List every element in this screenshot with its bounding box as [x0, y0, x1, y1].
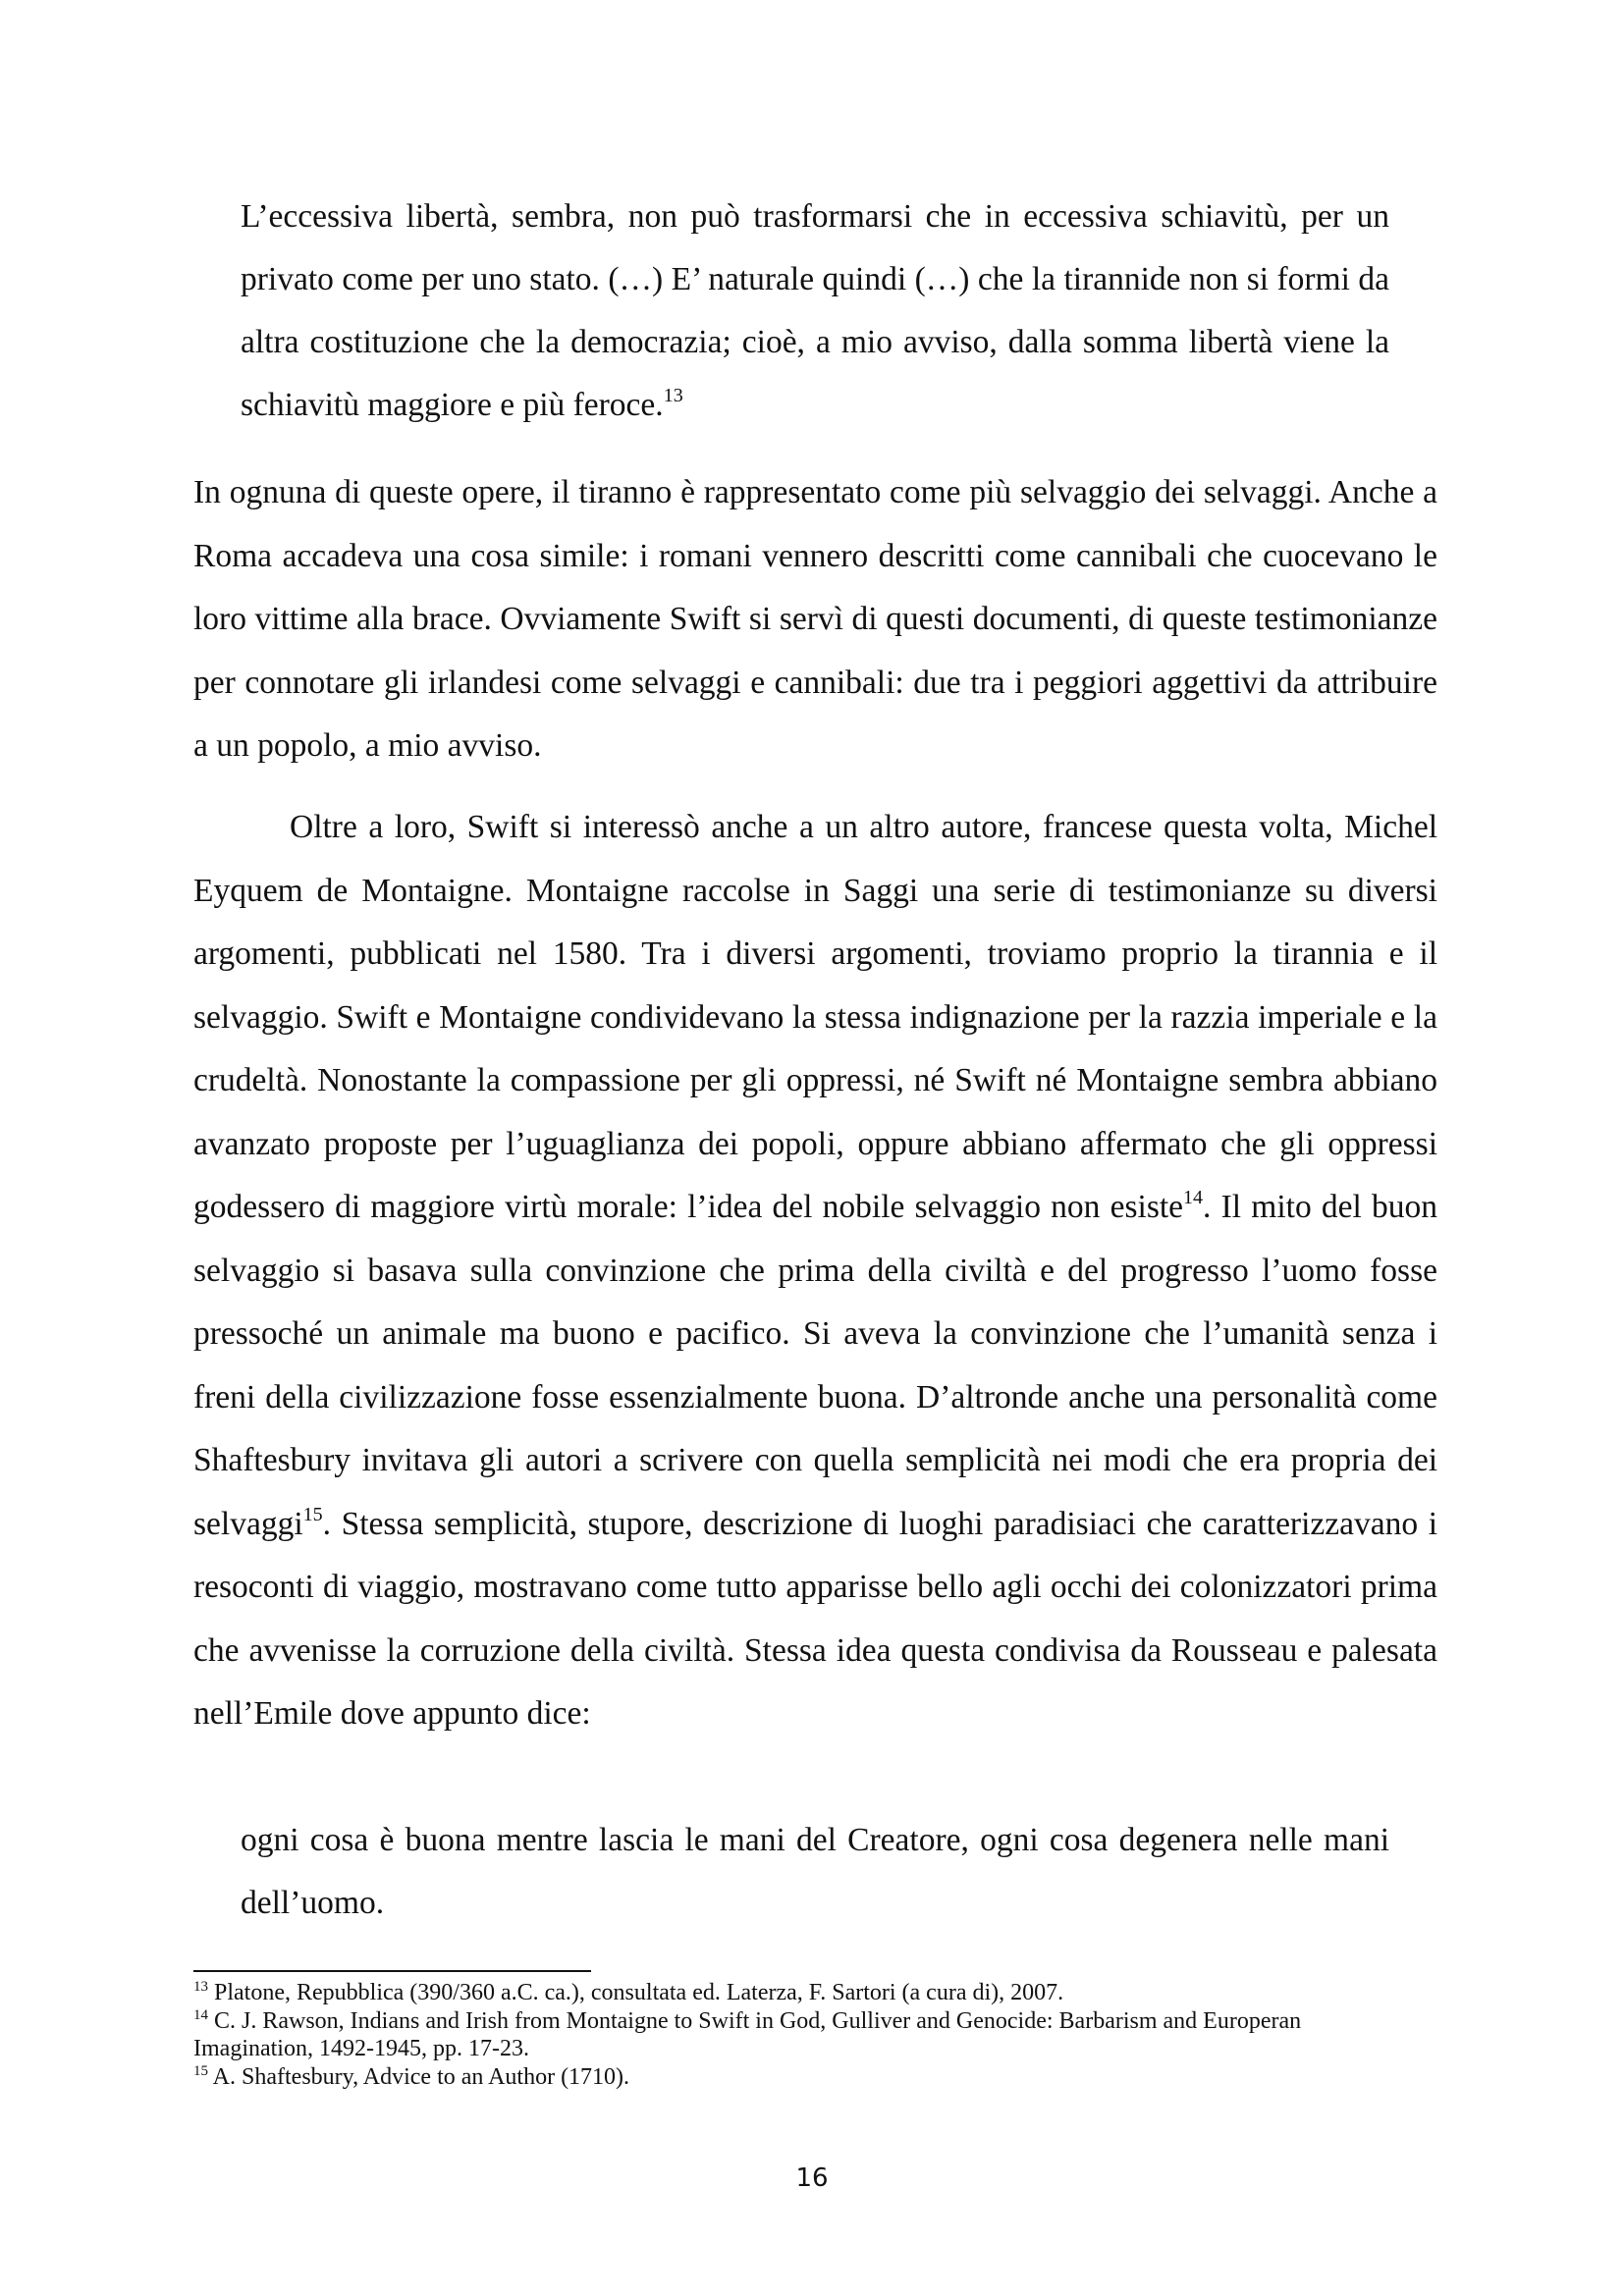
footnote-text: Platone, Repubblica (390/360 a.C. ca.), consultata ed. Laterza, F. Sartori (a cura di), 2007.: [208, 1980, 1064, 2005]
footnotes: [193, 1979, 1421, 2091]
footnote-text: C. J. Rawson, Indians and Irish from Montaigne to Swift in God, Gulliver and Genocide: Barbarism and Europeran Imagination, 1492-1945, pp. 17-23.: [193, 2007, 1302, 2061]
paragraph-text: . Il mito del buon selvaggio si basava sulla convinzione che prima della civiltà e del progresso l’uomo fosse pressoché un animale ma buono e pacifico. Si aveva la convinzione che l’umanità senza i freni della civilizzazione fosse essenzialmente buona. D’altronde anche una personalità come Shaftesbury invitava gli autori a scrivere con quella semplicità nei modi che era propria dei selvaggi: [193, 1189, 1438, 1542]
footnote-ref-15[interactable]: 15: [302, 1503, 323, 1525]
footnote-number: 13: [193, 1979, 208, 1995]
block-quote-rousseau: ogni cosa è buona mentre lascia le mani del Creatore, ogni cosa degenera nelle mani dell’uomo.: [241, 1822, 1389, 1921]
paragraph-text: Oltre a loro, Swift si interessò anche a un altro autore, francese questa volta, Michel Eyquem de Montaigne. Montaigne raccolse in Saggi una serie di testimonianze su diversi argomenti, pubblicati nel 1580. Tra i diversi argomenti, troviamo proprio la tirannia e il selvaggio. Swift e Montaigne condividevano la stessa indignazione per la razzia imperiale e la crudeltà. Nonostante la compassione per gli oppressi, né Swift né Montaigne sembra abbiano avanzato proposte per l’uguaglianza dei popoli, oppure abbiano affermato che gli oppressi godessero di maggiore virtù morale: l’idea del nobile selvaggio non esiste: [193, 809, 1437, 1225]
footnote-number: 14: [193, 2006, 208, 2023]
footnote-ref-13[interactable]: 13: [663, 385, 683, 406]
footnote-text: A. Shaftesbury, Advice to an Author (1710).: [208, 2063, 630, 2090]
quote-text: L’eccessiva libertà, sembra, non può trasformarsi che in eccessiva schiavitù, per un privato come per uno stato. (…) E’ naturale quindi (…) che la tirannide non si formi da altra costituzione che la democrazia; cioè, a mio avviso, dalla somma libertà viene la schiavitù maggiore e più feroce.: [241, 198, 1389, 423]
paragraph-text: . Stessa semplicità, stupore, descrizione di luoghi paradisiaci che caratterizzavano i resoconti di viaggio, mostravano come tutto apparisse bello agli occhi dei colonizzatori prima che avvenisse la corruzione della civiltà. Stessa idea questa condivisa da Rousseau e palesata nell’Emile dove appunto dice:: [193, 1505, 1437, 1732]
footnote-separator: [193, 1970, 591, 1972]
paragraph-tyrant-savage: In ognuna di queste opere, il tiranno è rappresentato come più selvaggio dei selvaggi. Anche a Roma accadeva una cosa simile: i romani vennero descritti come cannibali che cuocevano le loro vittime alla brace. Ovviamente Swift si servì di questi documenti, di queste testimonianze per connotare gli irlandesi come selvaggi e cannibali: due tra i peggiori aggettivi da attribuire a un popolo, a mio avviso.: [193, 474, 1437, 764]
footnote-ref-14[interactable]: 14: [1183, 1187, 1204, 1208]
paragraph-montaigne: [193, 796, 1437, 1746]
footnote-15: [193, 2063, 1421, 2092]
page-number: 16: [795, 2163, 829, 2193]
block-quote-plato: [241, 186, 1389, 437]
footnote-number: 15: [193, 2062, 208, 2079]
footnote-14: [193, 2007, 1421, 2063]
footnote-13: [193, 1979, 1421, 2007]
